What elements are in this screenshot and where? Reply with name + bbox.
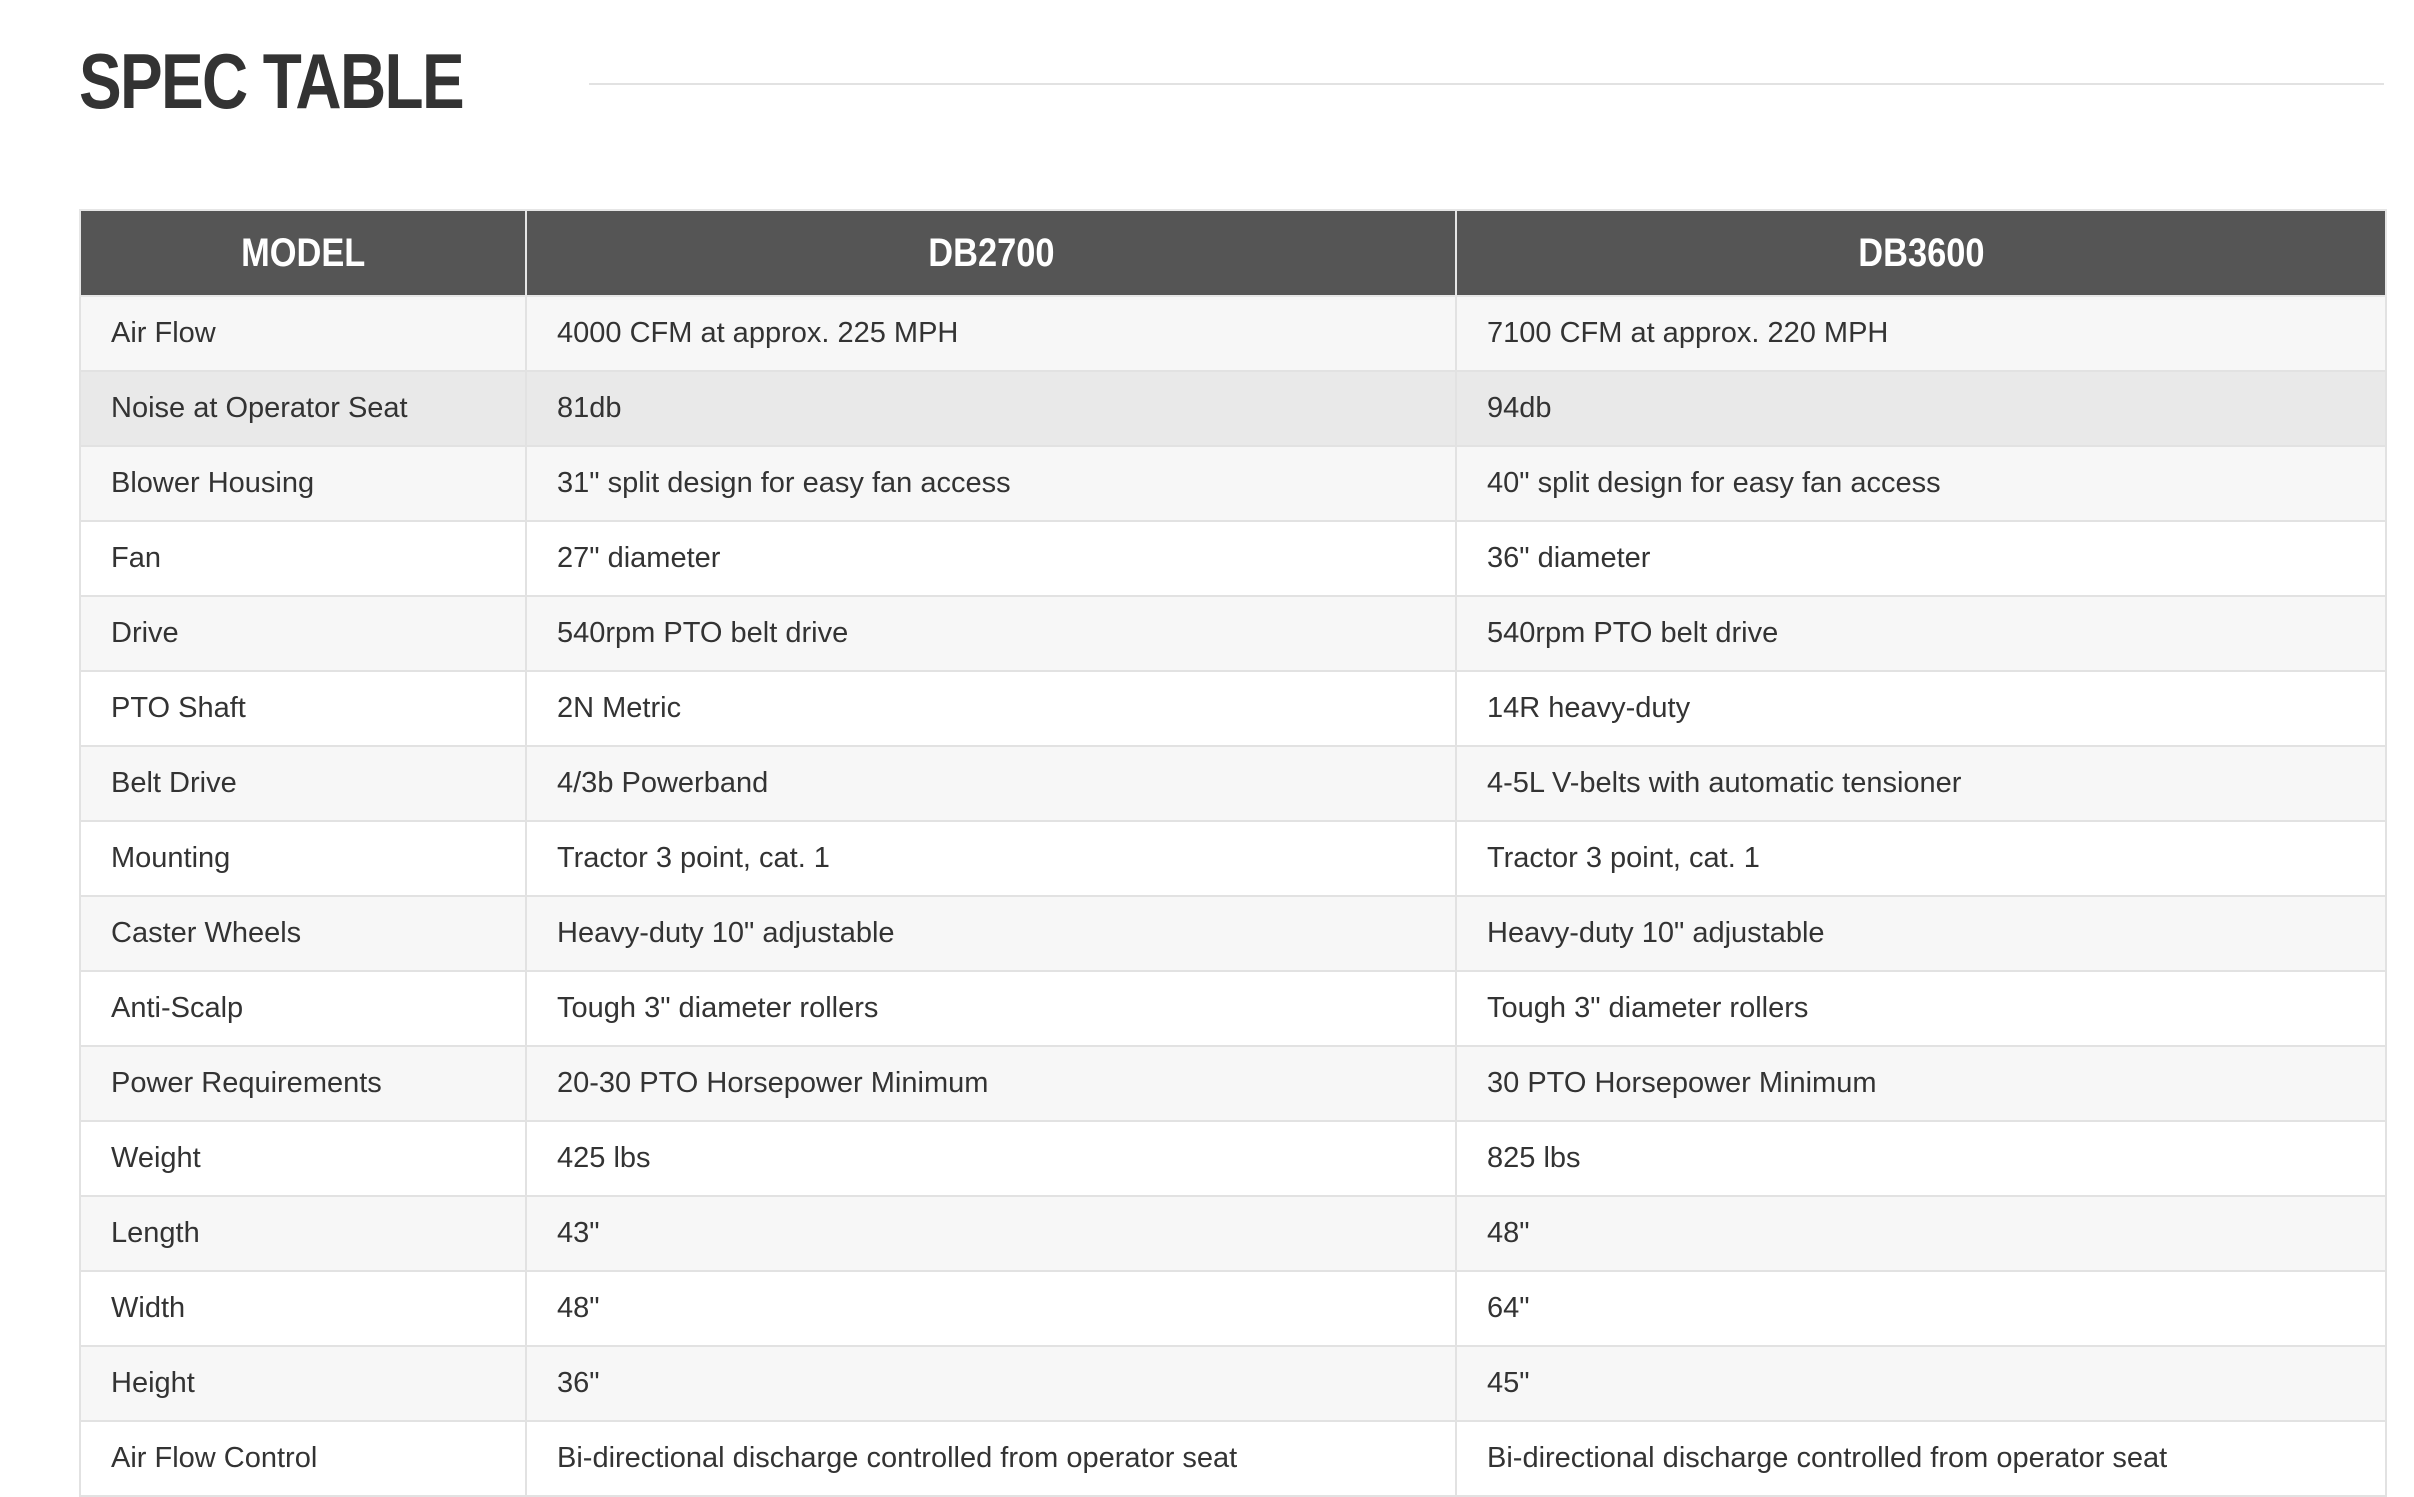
table-row bbox=[80, 1046, 2386, 1121]
db3600-value: 40" split design for easy fan access bbox=[1456, 446, 2386, 521]
db3600-value: Tough 3" diameter rollers bbox=[1456, 971, 2386, 1046]
db3600-value: 7100 CFM at approx. 220 MPH bbox=[1456, 296, 2386, 371]
page-header bbox=[79, 36, 2384, 126]
db3600-value: 4-5L V-belts with automatic tensioner bbox=[1456, 746, 2386, 821]
row-label: Weight bbox=[80, 1121, 526, 1196]
db2700-value: Tough 3" diameter rollers bbox=[526, 971, 1456, 1046]
header-model bbox=[80, 210, 526, 296]
db3600-value: 48" bbox=[1456, 1196, 2386, 1271]
page-title: SPEC TABLE bbox=[79, 36, 463, 125]
db3600-value: 64" bbox=[1456, 1271, 2386, 1346]
db2700-value: 425 lbs bbox=[526, 1121, 1456, 1196]
row-label: Power Requirements bbox=[80, 1046, 526, 1121]
row-label: Length bbox=[80, 1196, 526, 1271]
table-row bbox=[80, 521, 2386, 596]
row-label: Blower Housing bbox=[80, 446, 526, 521]
table-row bbox=[80, 1346, 2386, 1421]
row-label: Height bbox=[80, 1346, 526, 1421]
header-db3600-label: DB3600 bbox=[1857, 230, 1985, 275]
db3600-value: 825 lbs bbox=[1456, 1121, 2386, 1196]
header-db3600 bbox=[1456, 210, 2386, 296]
db2700-value: 4000 CFM at approx. 225 MPH bbox=[526, 296, 1456, 371]
db2700-value: 31" split design for easy fan access bbox=[526, 446, 1456, 521]
db2700-value: 81db bbox=[526, 371, 1456, 446]
db2700-value: Bi-directional discharge controlled from operator seat bbox=[526, 1421, 1456, 1496]
table-row bbox=[80, 1271, 2386, 1346]
table-row bbox=[80, 1196, 2386, 1271]
db2700-value: 540rpm PTO belt drive bbox=[526, 596, 1456, 671]
db2700-value: Heavy-duty 10" adjustable bbox=[526, 896, 1456, 971]
table-row bbox=[80, 296, 2386, 371]
title-divider bbox=[589, 83, 2384, 85]
header-db2700 bbox=[526, 210, 1456, 296]
row-label: Fan bbox=[80, 521, 526, 596]
db2700-value: 2N Metric bbox=[526, 671, 1456, 746]
table-row bbox=[80, 746, 2386, 821]
row-label: Mounting bbox=[80, 821, 526, 896]
db2700-value: 4/3b Powerband bbox=[526, 746, 1456, 821]
db3600-value: Heavy-duty 10" adjustable bbox=[1456, 896, 2386, 971]
row-label: Belt Drive bbox=[80, 746, 526, 821]
table-header-row bbox=[80, 210, 2386, 296]
db2700-value: Tractor 3 point, cat. 1 bbox=[526, 821, 1456, 896]
db2700-value: 48" bbox=[526, 1271, 1456, 1346]
db3600-value: Bi-directional discharge controlled from operator seat bbox=[1456, 1421, 2386, 1496]
db2700-value: 27" diameter bbox=[526, 521, 1456, 596]
row-label: Noise at Operator Seat bbox=[80, 371, 526, 446]
db2700-value: 36" bbox=[526, 1346, 1456, 1421]
db2700-value: 43" bbox=[526, 1196, 1456, 1271]
db3600-value: Tractor 3 point, cat. 1 bbox=[1456, 821, 2386, 896]
db3600-value: 30 PTO Horsepower Minimum bbox=[1456, 1046, 2386, 1121]
table-row bbox=[80, 971, 2386, 1046]
spec-table bbox=[79, 209, 2387, 1497]
header-model-label: MODEL bbox=[240, 230, 366, 275]
db3600-value: 540rpm PTO belt drive bbox=[1456, 596, 2386, 671]
row-label: Drive bbox=[80, 596, 526, 671]
db3600-value: 45" bbox=[1456, 1346, 2386, 1421]
table-row bbox=[80, 596, 2386, 671]
header-db2700-label: DB2700 bbox=[927, 230, 1055, 275]
table-row bbox=[80, 896, 2386, 971]
table-row bbox=[80, 446, 2386, 521]
table-row bbox=[80, 1121, 2386, 1196]
row-label: Width bbox=[80, 1271, 526, 1346]
row-label: Anti-Scalp bbox=[80, 971, 526, 1046]
table-row bbox=[80, 821, 2386, 896]
db3600-value: 36" diameter bbox=[1456, 521, 2386, 596]
db3600-value: 94db bbox=[1456, 371, 2386, 446]
row-label: Air Flow bbox=[80, 296, 526, 371]
table-row bbox=[80, 1421, 2386, 1496]
table-row bbox=[80, 671, 2386, 746]
row-label: Air Flow Control bbox=[80, 1421, 526, 1496]
db3600-value: 14R heavy-duty bbox=[1456, 671, 2386, 746]
row-label: PTO Shaft bbox=[80, 671, 526, 746]
table-row-highlighted[interactable] bbox=[80, 371, 2386, 446]
row-label: Caster Wheels bbox=[80, 896, 526, 971]
db2700-value: 20-30 PTO Horsepower Minimum bbox=[526, 1046, 1456, 1121]
